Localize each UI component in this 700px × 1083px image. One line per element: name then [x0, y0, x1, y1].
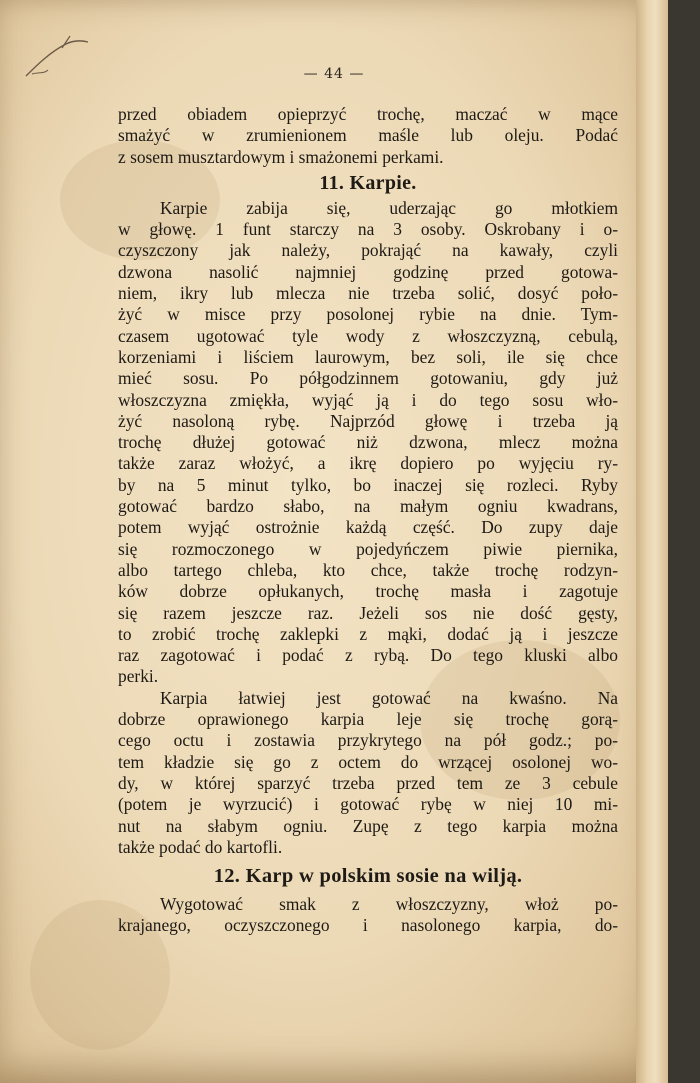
text-line: gotować bardzo słabo, na małym ogniu kwadrans,	[118, 496, 618, 517]
text-line: dzwona nasolić najmniej godzinę przed gotowa-	[118, 261, 618, 282]
text-line: także podać do kartofli.	[118, 836, 283, 857]
text-line: także zaraz włożyć, a ikrę dopiero po wyjęciu ry-	[118, 453, 618, 474]
text-line: raz zagotować i podać z rybą. Do tego kluski albo	[118, 645, 618, 666]
text-line: Karpia łatwiej jest gotować na kwaśno. Na	[160, 687, 618, 708]
text-line: nut na słabym ogniu. Zupę z tego karpia można	[118, 815, 618, 836]
text-line: dobrze oprawionego karpia leje się trochę gorą-	[118, 709, 618, 730]
text-line: mieć sosu. Po półgodzinnem gotowaniu, gdy już	[118, 368, 618, 389]
text-line: włoszczyzna zmiękła, wyjąć ją i do tego sosu wło-	[118, 389, 618, 410]
text-line: cego octu i zostawia przykrytego na pół godz.; po-	[118, 730, 618, 751]
text-line: by na 5 minut tylko, bo inaczej się rozleci. Ryby	[118, 474, 618, 495]
text-line: się rozmoczonego w pojedyńczem piwie piernika,	[118, 538, 618, 559]
text-line: smażyć w zrumienionem maśle lub oleju. Podać	[118, 125, 618, 146]
section-11-paragraph-1	[118, 198, 618, 688]
section-12-paragraph-1	[118, 894, 618, 937]
text-line: żyć w misce przy posolonej rybie na dnie. Tym-	[118, 304, 618, 325]
text-line: trochę dłużej gotować niż dzwona, mlecz można	[118, 432, 618, 453]
text-line: czasem ugotować tyle wody z włoszczyzną, cebulą,	[118, 325, 618, 346]
page-edge	[636, 0, 668, 1083]
text-line: potem wyjąć ostrożnie każdą część. Do zupy daje	[118, 517, 618, 538]
text-line: się razem jeszcze raz. Jeżeli sos nie dość gęsty,	[118, 602, 618, 623]
text-line: krajanego, oczyszczonego i nasolonego karpia, do-	[118, 915, 618, 936]
intro-paragraph	[118, 104, 618, 168]
text-line: dy, w której sparzyć trzeba przed tem ze 3 cebule	[118, 772, 618, 793]
text-line: z sosem musztardowym i smażonemi perkami.	[118, 146, 444, 167]
text-line: albo tartego chleba, kto chce, także trochę rodzyn-	[118, 559, 618, 580]
text-line: żyć nasoloną rybę. Najprzód głowę i trzeba ją	[118, 410, 618, 431]
section-11-heading: 11. Karpie.	[319, 171, 417, 194]
text-line: przed obiadem opieprzyć trochę, maczać w mące	[118, 104, 618, 124]
section-12-heading: 12. Karp w polskim sosie na wilją.	[213, 865, 523, 888]
section-11-paragraph-2	[118, 688, 618, 858]
text-line: ków dobrze opłukanych, trochę masła i zagotuje	[118, 581, 618, 602]
text-line: Wygotować smak z włoszczyzny, włoż po-	[160, 894, 618, 915]
text-line: (potem je wyrzucić) i gotować rybę w niej 10 mi-	[118, 794, 618, 815]
page-number: — 44 —	[303, 66, 365, 82]
page-text	[118, 104, 618, 937]
text-line: perki.	[118, 666, 159, 687]
text-line: Karpie zabija się, uderzając go młotkiem	[160, 197, 618, 218]
text-line: w głowę. 1 funt starczy na 3 osoby. Oskrobany i o-	[118, 219, 618, 240]
text-line: korzeniami i liściem laurowym, bez soli, ile się chce	[118, 346, 618, 367]
text-line: tem kładzie się go z octem do wrzącej osolonej wo-	[118, 751, 618, 772]
text-line: to zrobić trochę zaklepki z mąki, dodać ją i jeszcze	[118, 623, 618, 644]
text-line: czyszczony jak należy, pokrająć na kawały, czyli	[118, 240, 618, 261]
text-line: niem, ikry lub mlecza nie trzeba solić, dosyć poło-	[118, 283, 618, 304]
